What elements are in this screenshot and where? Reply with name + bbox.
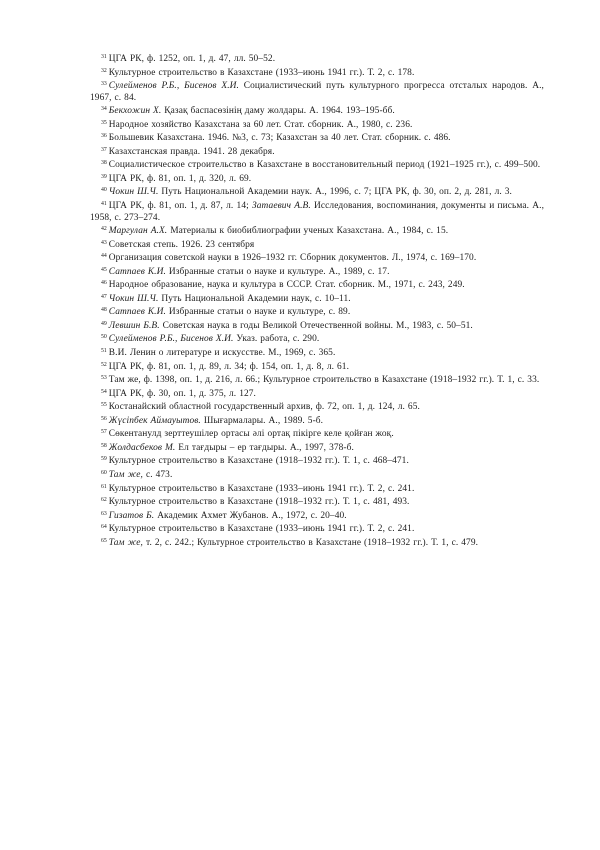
footnote-46 <box>90 278 544 292</box>
footnote-number: 48 <box>101 307 107 314</box>
footnote-text: Народное хозяйство Казахстана за 60 лет. Стат. сборник. А., 1980, с. 236. <box>108 119 413 130</box>
footnote-number: 58 <box>101 442 107 449</box>
footnote-text: Избранные статьи о науке и культуре. А., 1989, с. 17. <box>168 266 390 277</box>
footnote-number: 45 <box>101 266 107 273</box>
footnote-text: Большевик Казахстана. 1946. №3, с. 73; Казахстан за 40 лет. Стат. сборник. с. 486. <box>108 133 451 144</box>
footnote-list <box>90 52 544 549</box>
footnote-number: 52 <box>101 361 107 368</box>
footnote-text: ЦГА РК, ф. 30, оп. 1, д. 375, л. 127. <box>108 388 257 399</box>
footnote-59 <box>90 454 544 468</box>
footnote-number: 62 <box>101 497 107 504</box>
footnote-text: Указ. работа, с. 290. <box>236 334 320 345</box>
footnote-author: Чокин Ш.Ч. <box>108 187 159 198</box>
footnote-author: Чокин Ш.Ч. <box>108 293 159 304</box>
footnote-48 <box>90 305 544 319</box>
footnote-text: Культурное строительство в Казахстане (1933–июнь 1941 гг.). Т. 2, с. 241. <box>108 483 415 494</box>
footnote-35 <box>90 118 544 132</box>
footnote-number: 37 <box>101 146 107 153</box>
footnote-author: Там же, <box>108 537 143 548</box>
footnote-text: Социалистический путь культурного прогресса отсталых народов. А., 1967, с. 84. <box>90 81 545 103</box>
footnote-author-secondary: Затаевич А.В. <box>252 201 311 212</box>
footnote-number: 49 <box>101 320 107 327</box>
footnote-number: 41 <box>101 201 107 208</box>
footnote-number: 54 <box>101 388 107 395</box>
footnote-text: Қазақ баспасөзінің даму жолдары. А. 1964. 193–195-бб. <box>164 106 395 117</box>
footnote-text: Ел тағдыры – ер тағдыры. А., 1997, 378-б. <box>178 442 354 453</box>
footnote-number: 61 <box>101 483 107 490</box>
footnote-text: Культурное строительство в Казахстане (1933–июнь 1941 гг.). Т. 2, с. 178. <box>108 67 415 78</box>
footnote-author: Сатпаев К.И. <box>108 307 166 318</box>
footnote-41 <box>90 199 544 224</box>
footnote-text: Сөкентанулд зерттеушілер ортасы әлі ортақ пікірге келе қойған жоқ. <box>108 429 394 440</box>
footnote-55 <box>90 400 544 414</box>
footnote-number: 47 <box>101 293 107 300</box>
footnote-author: Сатпаев К.И. <box>108 266 166 277</box>
footnote-author: Гизатов Б. <box>108 510 155 521</box>
footnote-36 <box>90 131 544 145</box>
footnote-author: Там же, <box>108 469 143 480</box>
footnote-author: Жолдасбеков М. <box>108 442 176 453</box>
footnote-50 <box>90 332 544 346</box>
footnote-44 <box>90 251 544 265</box>
footnote-62 <box>90 495 544 509</box>
footnote-number: 57 <box>101 429 107 436</box>
footnote-text: Казахстанская правда. 1941. 28 декабря. <box>108 146 275 157</box>
footnote-number: 36 <box>101 133 107 140</box>
footnote-64 <box>90 522 544 536</box>
footnote-58 <box>90 441 544 455</box>
footnote-author: Жүсіпбек Аймауытов. <box>108 415 201 426</box>
footnote-40 <box>90 185 544 199</box>
footnote-text: Советская степь. 1926. 23 сентября <box>108 239 255 250</box>
footnote-63 <box>90 509 544 523</box>
footnote-number: 50 <box>101 334 107 341</box>
footnote-text: Советская наука в годы Великой Отечественной войны. М., 1983, с. 50–51. <box>162 320 473 331</box>
footnote-text: Материалы к биобиблиографии ученых Казахстана. А., 1984, с. 15. <box>170 226 449 237</box>
footnote-number: 51 <box>101 348 107 355</box>
footnote-number: 56 <box>101 415 107 422</box>
footnote-number: 64 <box>101 524 107 531</box>
footnote-text: ЦГА РК, ф. 1252, оп. 1, д. 47, лл. 50–52. <box>108 54 276 64</box>
footnote-37 <box>90 145 544 159</box>
footnote-text: Организация советской науки в 1926–1932 гг. Сборник документов. Л., 1974, с. 169–170. <box>108 253 477 264</box>
footnote-number: 43 <box>101 239 107 246</box>
footnote-text: Культурное строительство в Казахстане (1918–1932 гг.). Т. 1, с. 481, 493. <box>108 497 410 508</box>
footnote-number: 38 <box>101 160 107 167</box>
footnote-author: Бекхожин Х. <box>108 106 162 117</box>
footnote-number: 59 <box>101 456 107 463</box>
footnote-author: Сулейменов Р.Б., Бисенов Х.И. <box>108 334 234 345</box>
footnote-text: с. 473. <box>145 469 173 480</box>
footnote-45 <box>90 265 544 279</box>
footnote-51 <box>90 346 544 360</box>
footnote-42 <box>90 224 544 238</box>
footnote-49 <box>90 319 544 333</box>
footnote-text: Путь Национальной Академии наук. А., 1996, с. 7; ЦГА РК, ф. 30, оп. 2, д. 281, л. 3. <box>161 187 512 198</box>
footnote-number: 40 <box>101 187 107 194</box>
footnote-number: 55 <box>101 402 107 409</box>
footnote-text: В.И. Ленин о литературе и искусстве. М., 1969, с. 365. <box>108 348 336 359</box>
footnote-text: Шығармалары. А., 1989. 5-б. <box>203 415 324 426</box>
footnote-text: Там же, ф. 1398, оп. 1, д. 216, л. 66.; Культурное строительство в Казахстане (1918–1932 гг.). Т. 1, с. 33. <box>108 375 540 386</box>
footnote-text: Культурное строительство в Казахстане (1918–1932 гг.). Т. 1, с. 468–471. <box>108 456 409 467</box>
footnote-32 <box>90 66 544 80</box>
footnote-number: 31 <box>101 54 107 60</box>
footnote-text: т. 2, с. 242.; Культурное строительство в Казахстане (1918–1932 гг.). Т. 1, с. 479. <box>145 537 479 548</box>
footnote-43 <box>90 238 544 252</box>
footnote-33 <box>90 79 544 104</box>
footnote-text: ЦГА РК, ф. 81, оп. 1, д. 320, л. 69. <box>108 173 252 184</box>
footnote-34 <box>90 104 544 118</box>
footnote-57 <box>90 427 544 441</box>
footnote-number: 42 <box>101 226 107 233</box>
footnote-text: Народное образование, наука и культура в СССР. Стат. сборник. М., 1971, с. 243, 249. <box>108 280 465 291</box>
footnote-author: Сулейменов Р.Б., Бисенов Х.И. <box>108 81 239 92</box>
footnote-author: Маргулан А.Х. <box>108 226 168 237</box>
footnote-number: 32 <box>101 67 107 74</box>
footnote-number: 46 <box>101 280 107 287</box>
footnote-65 <box>90 536 544 550</box>
footnote-text: Костанайский областной государственный архив, ф. 72, оп. 1, д. 124, л. 65. <box>108 402 420 413</box>
footnote-number: 35 <box>101 119 107 126</box>
footnote-60 <box>90 468 544 482</box>
footnote-number: 65 <box>101 537 107 544</box>
footnote-52 <box>90 360 544 374</box>
footnote-text: ЦГА РК, ф. 81, оп. 1, д. 89, л. 34; ф. 154, оп. 1, д. 8, л. 61. <box>108 361 350 372</box>
footnote-author: Левшин Б.В. <box>108 320 160 331</box>
footnote-number: 33 <box>101 81 107 88</box>
footnote-text: Избранные статьи о науке и культуре, с. 89. <box>168 307 351 318</box>
footnote-53 <box>90 373 544 387</box>
footnote-number: 34 <box>101 106 107 113</box>
footnote-text: Академик Ахмет Жубанов. А., 1972, с. 20–40. <box>157 510 347 521</box>
footnote-38 <box>90 158 544 172</box>
footnote-39 <box>90 172 544 186</box>
footnote-56 <box>90 414 544 428</box>
footnote-47 <box>90 292 544 306</box>
footnote-number: 53 <box>101 375 107 382</box>
footnote-text: Культурное строительство в Казахстане (1933–июнь 1941 гг.). Т. 2, с. 241. <box>108 524 415 535</box>
footnote-text: ЦГА РК, ф. 81, оп. 1, д. 87, л. 14; <box>108 201 249 212</box>
footnote-61 <box>90 482 544 496</box>
footnote-number: 63 <box>101 510 107 517</box>
footnote-text: Путь Национальной Академии наук, с. 10–11. <box>161 293 351 304</box>
footnote-number: 44 <box>101 253 107 260</box>
footnote-text: Социалистическое строительство в Казахстане в восстановительный период (1921–1925 гг.), с. 499–500. <box>108 160 541 171</box>
footnote-text-secondary: Исследования, воспоминания, документы и письма. А., 1958, с. 273–274. <box>90 201 545 223</box>
footnote-number: 39 <box>101 173 107 180</box>
footnote-31 <box>90 52 544 66</box>
footnote-number: 60 <box>101 469 107 476</box>
footnote-54 <box>90 387 544 401</box>
